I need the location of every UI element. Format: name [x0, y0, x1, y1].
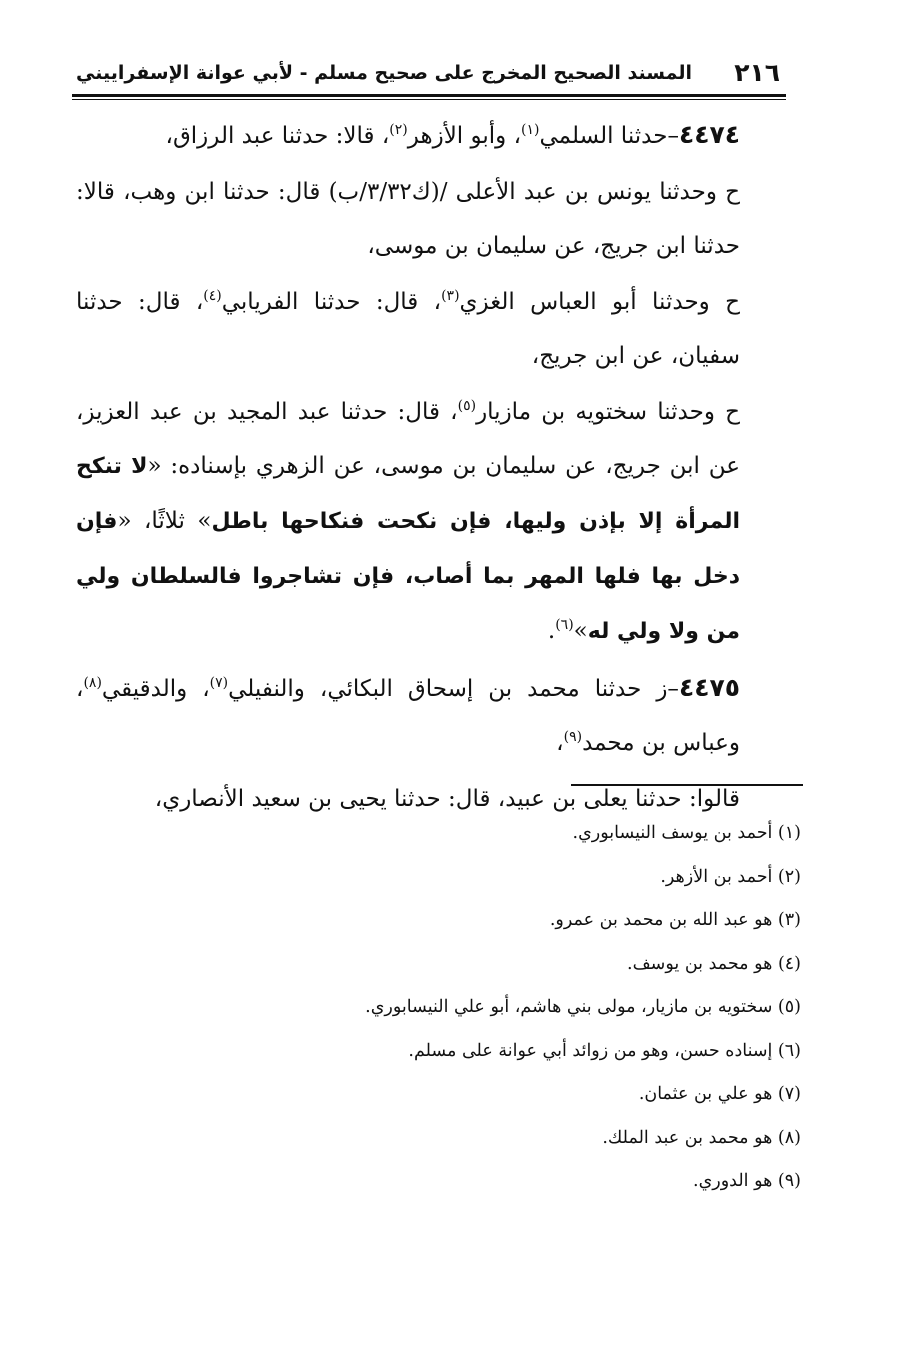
footnote-ref[interactable]: (٨) — [83, 675, 102, 691]
footnote-9: (٩) هو الدوري. — [693, 1171, 801, 1191]
footnote-8: (٨) هو محمد بن عبد الملك. — [602, 1127, 801, 1148]
footnote-6: (٦) إسناده حسن، وهو من زوائد أبي عوانة على مسلم. — [408, 1040, 801, 1061]
footnote-ref[interactable]: (٢) — [389, 122, 408, 138]
footnote-separator — [571, 784, 803, 786]
hadith-text: لا تنكح المرأة إلا بإذن وليها، فإن نكحت فنكاحها باطل — [76, 454, 740, 534]
footnote-ref[interactable]: (٤) — [203, 288, 222, 304]
hadith-text: فإن دخل بها فلها المهر بما أصاب، فإن تشاجروا فالسلطان ولي من ولا ولي له — [76, 509, 740, 644]
matn-paragraph: ح وحدثنا سختويه بن مازيار$^{(٥)}$، قال: حدثنا عبد المجيد بن عبد العزيز، عن ابن جريج، عن سليمان بن موسى، عن الزهري بإسناده: «لا تنكح المرأة إلا بإذن وليها، فإن نكحت فنكاحها باطل» ثلاثًا، «فإن دخل بها فلها المهر بما أصاب، فإن تشاجروا فالسلطان ولي من ولا ولي له»$^{(٦)}$. — [76, 398, 741, 644]
footnote-ref[interactable]: (٧) — [209, 675, 229, 691]
footnote-7: (٧) هو علي بن عثمان. — [638, 1084, 801, 1104]
footnote-3: (٣) هو عبد الله بن محمد بن عمرو. — [549, 910, 801, 930]
footnote-ref[interactable]: (٣) — [441, 288, 460, 304]
header-rule-thin — [72, 99, 786, 100]
footnote-2: (٢) أحمد بن الأزهر. — [660, 866, 801, 887]
footnote-ref[interactable]: (٥) — [457, 398, 477, 414]
footnote-4: (٤) هو محمد بن يوسف. — [627, 953, 801, 974]
footnote-ref[interactable]: (٩) — [563, 729, 583, 745]
isnad-paragraph: ح وحدثنا أبو العباس الغزي$^{(٣)}$، قال: حدثنا الفريابي$^{(٤)}$، قال: حدثنا سفيان، عن ابن جريج، — [76, 288, 740, 369]
isnad-paragraph: ح وحدثنا يونس بن عبد الأعلى /(ك٣/٣٢/ب) قال: حدثنا ابن وهب، قالا: حدثنا ابن جريج، عن سليمان بن موسى، — [76, 179, 741, 259]
main-text — [76, 108, 790, 826]
running-title: المسند الصحيح المخرج على صحيح مسلم - لأبي عوانة الإسفراييني — [76, 62, 692, 84]
footnote-ref[interactable]: (١) — [521, 122, 540, 138]
hadith-4474-opening: ٤٤٧٤–حدثنا السلمي$^{(١)}$، وأبو الأزهر$^{(٢)}$، قالا: حدثنا عبد الرزاق، — [165, 120, 740, 149]
footnote-5: (٥) سختويه بن مازيار، مولى بني هاشم، أبو علي النيسابوري. — [365, 997, 801, 1017]
isnad-paragraph: قالوا: حدثنا يعلى بن عبيد، قال: حدثنا يحيى بن سعيد الأنصاري، — [154, 786, 740, 812]
hadith-number: ٤٤٧٥ — [678, 673, 740, 702]
footnote-ref[interactable]: (٦) — [555, 617, 574, 633]
footnotes — [161, 812, 801, 1204]
page-number: ٢١٦ — [734, 58, 780, 87]
hadith-number: ٤٤٧٤ — [678, 120, 740, 149]
header-rule-thick — [72, 94, 786, 97]
hadith-4475-opening: ٤٤٧٥–ز حدثنا محمد بن إسحاق البكائي، والنفيلي$^{(٧)}$، والدقيقي$^{(٨)}$، وعباس بن محمد$^{(٩)}$، — [76, 673, 740, 756]
footnote-1: (١) أحمد بن يوسف النيسابوري. — [572, 823, 801, 843]
